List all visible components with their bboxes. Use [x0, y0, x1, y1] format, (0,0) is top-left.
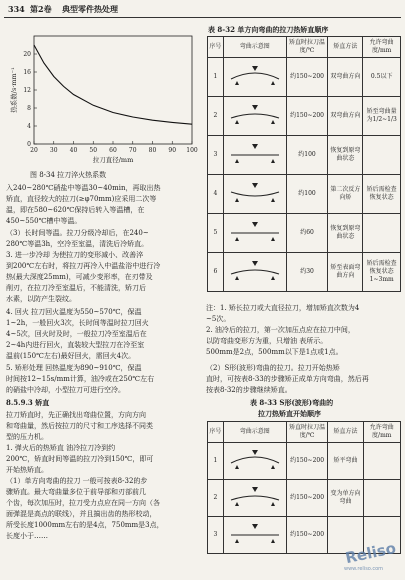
table-header-cell: 允许弯曲度/mm	[363, 422, 401, 443]
text-line: 5. 矫形处理 回热温度为890~910℃，保温	[6, 364, 142, 372]
x-axis-label: 拉刀直径/mm	[92, 156, 134, 164]
table-cell: 约30	[286, 253, 328, 292]
table-cell: 3	[208, 136, 224, 175]
text-line: 4. 回火 拉刀回火温度为550~570℃，保温	[6, 308, 142, 316]
table-header-cell: 矫直方法	[328, 422, 363, 443]
text-line: 3. 进一步冷却 为使拉刀的变形减小、改善淬	[6, 251, 144, 259]
y-tick-label: 12	[23, 87, 31, 94]
table-row	[208, 97, 401, 136]
table-header-cell: 弯曲示意图	[223, 37, 286, 58]
table-header-cell: 弯曲示意图	[223, 422, 286, 443]
y-tick-label: 16	[23, 69, 31, 76]
chart-frame	[34, 36, 192, 144]
bend-sketch-icon	[225, 65, 285, 87]
text-line: 个齿，每次加压时，拉刀受力点应在同一方向（各	[6, 499, 160, 507]
text-line: 时间按12~15s/mm计算，油冷或在250℃左右	[6, 375, 155, 383]
x-tick-label: 30	[49, 147, 58, 154]
table-cell	[223, 443, 286, 480]
table2-title-line2: 拉刀热矫直开始顺序	[258, 409, 321, 418]
table-cell	[223, 480, 286, 517]
left-text-block-c	[6, 307, 149, 362]
text-line: 200℃，矫直时间等温的拉刀冷到150℃，即可	[6, 455, 154, 463]
text-line: 和弯曲量，然后按拉刀的尺寸和工序选择不同类	[6, 422, 153, 430]
left-text-block-b	[6, 228, 160, 305]
table-cell	[223, 97, 286, 136]
table-row	[208, 253, 401, 292]
table-row	[208, 136, 401, 175]
table-cell: 约60	[286, 214, 328, 253]
table-cell: 2	[208, 480, 224, 517]
table1-last-cell-extra: 1~3mm	[369, 276, 394, 283]
y-tick-label: 20	[23, 51, 31, 58]
x-tick-label: 60	[109, 147, 117, 154]
table-header-row	[208, 37, 401, 58]
x-tick-label: 70	[128, 147, 137, 154]
table-row	[208, 175, 401, 214]
right-text-block	[206, 363, 369, 396]
text-line: 1~2h，一般回火3次，长时间等温时拉刀回火	[6, 319, 149, 327]
text-line: 水素，以防产生裂纹。	[6, 295, 76, 303]
table-cell: 3	[208, 517, 224, 554]
text-line: 450~550℃槽中等温。	[6, 217, 82, 225]
bend-sketch-icon	[225, 221, 285, 243]
text-line: 以防弯曲变形方为重，只增油 表所示。	[206, 337, 328, 345]
text-line: 型的压力机。	[6, 433, 48, 441]
text-line: 的硝盐中冷却，小型拉刀可进行空冷。	[6, 386, 125, 394]
table-cell	[363, 136, 401, 175]
text-line: （1）单方向弯曲的拉刀 一般可按表8-32的步	[6, 477, 148, 485]
text-line: （2）S形(波形)弯曲的拉刀。拉刀开始热矫	[206, 364, 340, 372]
table-cell: 6	[208, 253, 224, 292]
table-cell	[363, 443, 401, 480]
table-header-cell: 矫直时拉刀温度/℃	[286, 422, 328, 443]
watermark-logo: Reliso	[343, 538, 398, 568]
table-header-cell: 序号	[208, 422, 224, 443]
text-line: 按表8-32的步骤继续矫直。	[206, 386, 292, 394]
text-line: 面弹混是高点的联线），并且搞出齿的热形校动，	[6, 510, 157, 518]
header-rule	[4, 17, 401, 18]
text-line: 温前(150℃左右)最好回火，需回火4次。	[6, 352, 136, 360]
table2-title-line1: 表 8-33 S形(波形)弯曲的	[250, 398, 334, 407]
table-cell: 约150~200	[286, 58, 328, 97]
left-text-block-e	[6, 410, 164, 542]
text-line: 长度小于……	[6, 532, 48, 540]
table-cell	[363, 214, 401, 253]
table-cell: 矫平弯曲	[328, 443, 363, 480]
table-cell: 第二次反方向矫	[328, 175, 363, 214]
bend-sketch-icon	[225, 104, 285, 126]
text-line: 1. 弹火后的热矫直 油冷拉刀冷到约	[6, 444, 116, 452]
table1-title: 表 8-32 单方向弯曲的拉刀热矫直顺序	[208, 25, 329, 34]
table-cell: 约100	[286, 136, 328, 175]
bend-sketch-icon	[225, 486, 285, 508]
x-tick-label: 80	[148, 147, 157, 154]
text-line: 280℃等温3h，空冷至室温，清洗后冷矫直。	[6, 240, 149, 248]
text-line: 4~5次，回火时及时，一般拉刀冷至室温后在	[6, 330, 147, 338]
table-cell	[223, 175, 286, 214]
table-cell	[363, 480, 401, 517]
text-line: ~5次。	[206, 315, 231, 323]
left-text-block-d	[6, 363, 154, 396]
table-header-row	[208, 422, 401, 443]
y-tick-label: 8	[27, 105, 31, 112]
x-tick-label: 40	[69, 147, 78, 154]
table-header-cell: 序号	[208, 37, 224, 58]
table-cell	[223, 136, 286, 175]
table-cell: 1	[208, 58, 224, 97]
y-axis-label: 热系数/s·mm⁻¹	[10, 67, 18, 113]
text-line: 开始热矫直。	[6, 466, 48, 474]
table1-notes	[206, 303, 359, 358]
table-cell: 1	[208, 443, 224, 480]
watermark-url: www.reliso.com	[344, 566, 384, 572]
table-cell: 2	[208, 97, 224, 136]
text-line: 2. 油冷后的拉刀，第一次加压点应在拉刀中间，	[206, 326, 355, 334]
y-tick-label: 4	[27, 123, 31, 130]
table-header-cell: 矫直方法	[328, 37, 363, 58]
table-row	[208, 480, 401, 517]
table-cell: 恢复到原弯曲状态	[328, 214, 363, 253]
table-cell	[223, 58, 286, 97]
table-cell: 矫后需检查恢复状态	[363, 175, 401, 214]
table-cell: 约150~200	[286, 97, 328, 136]
table-cell: 双弯曲方向	[328, 97, 363, 136]
text-line: 直时，可按表8-33的步骤矫正成单方向弯曲，然后再	[206, 375, 369, 383]
table-cell: 矫后需检查恢复状态 1~3mm	[363, 253, 401, 292]
chapter-label: 第2卷	[30, 4, 52, 14]
table-cell: 矫至表面弯曲方向	[328, 253, 363, 292]
bend-sketch-icon	[225, 182, 285, 204]
text-line: 注：1. 矫长拉刀或大直径拉刀，增加矫直次数为4	[206, 304, 360, 312]
page-number: 334	[8, 4, 25, 14]
chapter-title: 典型零件热处理	[62, 4, 118, 14]
x-tick-label: 20	[30, 147, 38, 154]
bend-sketch-icon	[225, 260, 285, 282]
table-header-cell: 允许弯曲度/mm	[363, 37, 401, 58]
table-cell: 约100	[286, 175, 328, 214]
text-line: 2~4h内进行回火，直装较大型拉刀在冷至室	[6, 341, 145, 349]
y-tick-label: 0	[27, 141, 31, 148]
chart-caption: 图 8-34 拉刀淬火热系数	[30, 171, 107, 179]
bend-sketch-icon	[225, 143, 285, 165]
text-line: 热(最大深度25mm)，可减少变形率，在刃带及	[6, 273, 153, 281]
text-line: 骤矫直。最大弯曲量多位于前导部和刃部前几	[6, 488, 146, 496]
table-cell	[223, 214, 286, 253]
text-line: 所受长度1000mm左右的是4点，750mm是3点，	[6, 521, 164, 529]
table-cell	[223, 253, 286, 292]
text-line: 削刃，在拉刀冷至室温后，不能清洗，矫刀后	[6, 284, 146, 292]
table-cell: 变为单方向弯曲	[328, 480, 363, 517]
table-cell: 5	[208, 214, 224, 253]
table-cell: 4	[208, 175, 224, 214]
table-cell	[223, 517, 286, 554]
table-row	[208, 214, 401, 253]
text-line: （3）长时间等温。拉刀分级冷却后，在240~	[6, 229, 149, 237]
text-line: 到200℃左右时，将拉刀再冷入中温盐浴中进行冷	[6, 262, 161, 270]
text-line: 温，即在580~620℃保持后转入等温槽，在	[6, 206, 145, 214]
bend-sketch-icon	[225, 523, 285, 545]
table-cell: 0.5以下	[363, 58, 401, 97]
table-row	[208, 443, 401, 480]
bend-sketch-icon	[225, 449, 285, 471]
table1	[207, 36, 401, 292]
heat-coefficient-curve	[34, 45, 192, 124]
text-line: 矫直，直径较大的拉刀(≥φ70mm)应采用二次等	[6, 195, 157, 203]
table-cell: 恢复到原弯曲状态	[328, 136, 363, 175]
section-title: 8.5.9.3 矫直	[6, 398, 50, 407]
text-line: 拉刀矫直时，先正确找出弯曲位置，方向方向	[6, 411, 146, 419]
x-tick-label: 50	[89, 147, 98, 154]
text-line: 入240~280℃硝盐中等温30~40min，再取出热	[6, 184, 161, 192]
chart-heat-coefficient	[8, 30, 198, 170]
x-tick-label: 100	[186, 147, 198, 154]
x-tick-label: 90	[168, 147, 177, 154]
text-line: 500mm是2点，500mm以下是1点或1点。	[206, 348, 343, 356]
table-cell: 约150~200	[286, 480, 328, 517]
table-cell: 约150~200	[286, 443, 328, 480]
left-text-block-a	[6, 183, 160, 227]
table-cell: 约150~200	[286, 517, 328, 554]
table-row	[208, 58, 401, 97]
table-cell: 矫至弯曲量为1/2~1/3	[363, 97, 401, 136]
table-header-cell: 矫直时拉刀温度/℃	[286, 37, 328, 58]
table-cell: 双弯曲方向	[328, 58, 363, 97]
table2	[207, 421, 401, 554]
